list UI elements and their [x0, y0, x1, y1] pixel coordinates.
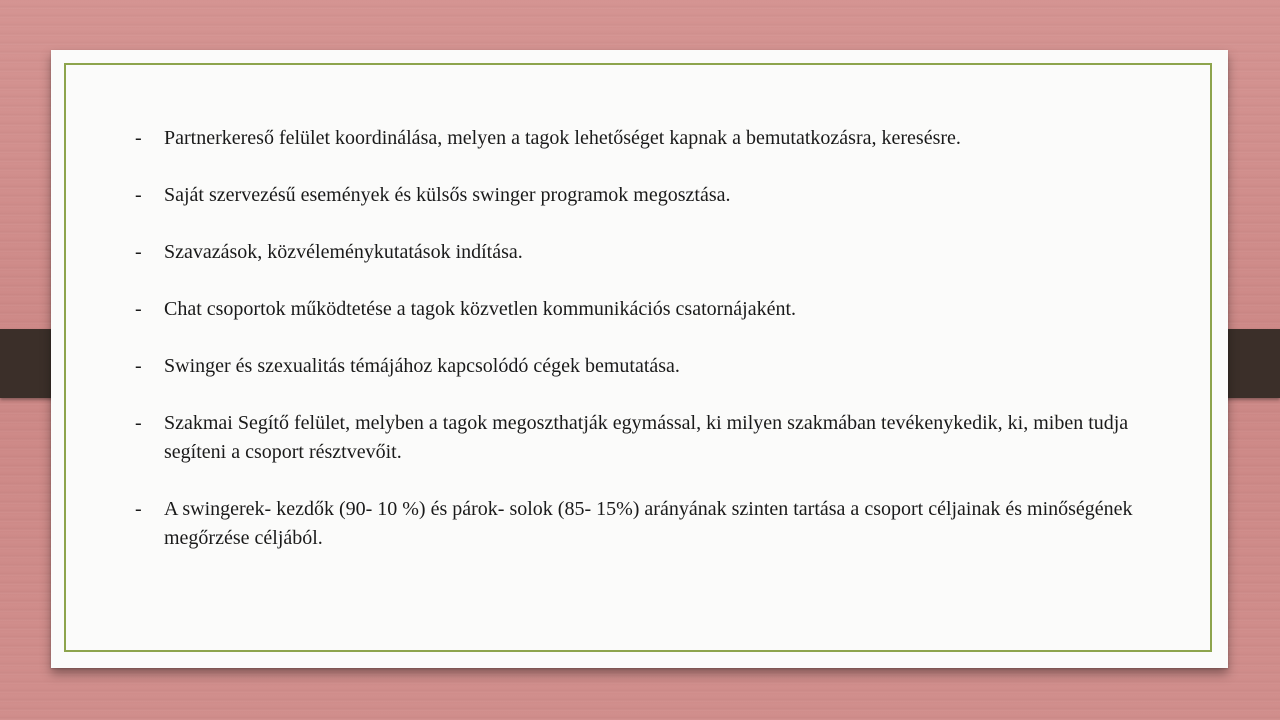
bullet-text: Saját szervezésű események és külsős swinger programok megosztása.: [164, 184, 731, 206]
bullet-item: [133, 181, 1133, 210]
bullet-text: Swinger és szexualitás témájához kapcsolódó cégek bemutatása.: [164, 355, 680, 377]
bullet-marker: -: [135, 127, 142, 149]
bullet-marker: -: [135, 298, 142, 320]
bullet-marker: -: [135, 412, 142, 434]
bullet-item: [133, 352, 1133, 381]
bullet-item: [133, 124, 1133, 153]
bullet-marker: -: [135, 498, 142, 520]
bullet-marker: -: [135, 184, 142, 206]
bullet-text: Szavazások, közvéleménykutatások indítása.: [164, 241, 523, 263]
bullet-text: Partnerkereső felület koordinálása, melyen a tagok lehetőséget kapnak a bemutatkozásra, keresésre.: [164, 127, 961, 149]
bullet-item: [133, 238, 1133, 267]
bullet-item: [133, 495, 1133, 553]
slide-card: [51, 50, 1228, 668]
bullet-list: [133, 124, 1133, 581]
bullet-text: A swingerek- kezdők (90- 10 %) és párok- solok (85- 15%) arányának szinten tartása a csoport céljainak és minőségének megőrzése céljából.: [164, 498, 1133, 549]
bullet-text: Chat csoportok működtetése a tagok közvetlen kommunikációs csatornájaként.: [164, 298, 797, 320]
bullet-item: [133, 295, 1133, 324]
bullet-marker: -: [135, 241, 142, 263]
bullet-text: Szakmai Segítő felület, melyben a tagok megoszthatják egymással, ki milyen szakmában tevékenykedik, ki, miben tudja segíteni a csoport résztvevőit.: [164, 412, 1129, 463]
bullet-marker: -: [135, 355, 142, 377]
bullet-item: [133, 409, 1133, 467]
